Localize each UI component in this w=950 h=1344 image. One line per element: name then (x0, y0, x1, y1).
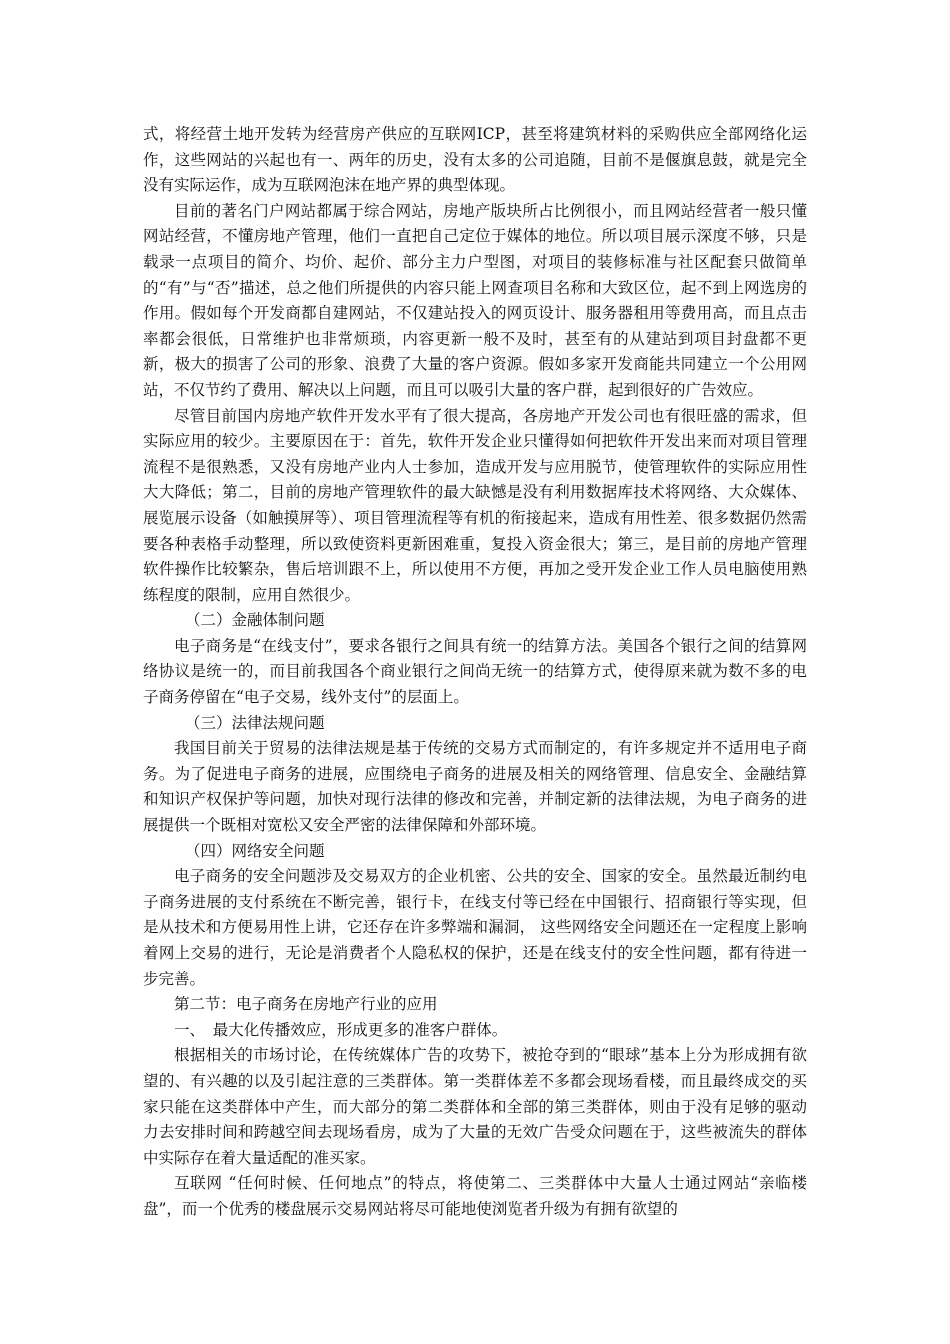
paragraph-market-discussion: 根据相关的市场讨论，在传统媒体广告的攻势下，被抢夺到的“眼球”基本上分为形成拥有欲望的、有兴趣的以及引起注意的三类群体。第一类群体差不多都会现场看楼，而且最终成交的买家只能在这类群体中产生，而大部分的第二类群体和全部的第三类群体，则由于没有足够的驱动力去安排时间和跨越空间去现场看房，成为了大量的无效广告受众问题在于，这些被流失的群体中实际存在着大量适配的准买家。 (143, 1046, 807, 1167)
paragraph-software-development: 尽管目前国内房地产软件开发水平有了很大提高，各房地产开发公司也有很旺盛的需求，但实际应用的较少。主要原因在于：首先，软件开发企业只懂得如何把软件开发出来而对项目管理流程不是很熟悉，又没有房地产业内人士参加，造成开发与应用脱节，使管理软件的实际应用性大大降低；第二，目前的房地产管理软件的最大缺憾是没有利用数据库技术将网络、大众媒体、展览展示设备（如触摸屏等）、项目管理流程等有机的衔接起来，造成有用性差、很多数据仍然需要各种表格手动整理，所以致使资料更新困难重，复投入资金很大；第三，是目前的房地产管理软件操作比较繁杂，售后培训跟不上，所以使用不方便，再加之受开发企业工作人员电脑使用熟练程度的限制，应用自然很少。 (143, 406, 807, 604)
paragraph-portal-websites: 目前的著名门户网站都属于综合网站，房地产版块所占比例很小，而且网站经营者一般只懂网站经营，不懂房地产管理，他们一直把自己定位于媒体的地位。所以项目展示深度不够，只是载录一点项目的简介、均价、起价、部分主力户型图，对项目的装修标准与社区配套只做简单的“有”与“否”描述，总之他们所提供的内容只能上网查项目名称和大致区位，起不到上网选房的作用。假如每个开发商都自建网站，不仅建站投入的网页设计、服务器租用等费用高，而且点击率都会很低，日常维护也非常烦琐，内容更新一般不及时，甚至有的从建站到项目封盘都不更新，极大的损害了公司的形象、浪费了大量的客户资源。假如多家开发商能共同建立一个公用网站，不仅节约了费用、解决以上问题，而且可以吸引大量的客户群，起到很好的广告效应。 (143, 201, 807, 399)
paragraph-security-issues: 电子商务的安全问题涉及交易双方的企业机密、公共的安全、国家的安全。虽然最近制约电子商务进展的支付系统在不断完善，银行卡，在线支付等已经在中国银行、招商银行等实现，但是从技术和方便易用性上讲，它还存在许多弊端和漏洞， 这些网络安全问题还在一定程度上影响着网上交易的进行，无论是消费者个人隐私权的保护，还是在线支付的安全性问题，都有待进一步完善。 (143, 867, 807, 988)
subheading-finance: （二）金融体制问题 (185, 611, 325, 630)
paragraph-online-payment: 电子商务是“在线支付”，要求各银行之间具有统一的结算方法。美国各个银行之间的结算网络协议是统一的，而目前我国各个商业银行之间尚无统一的结算方式，使得原来就为数不多的电子商务停留在“电子交易，线外支付”的层面上。 (143, 636, 807, 707)
paragraph-internet-anytime: 互联网 “任何时候、任何地点”的特点，将使第二、三类群体中大量人士通过网站“亲临楼盘”，而一个优秀的楼盘展示交易网站将尽可能地使浏览者升级为有拥有欲望的 (143, 1174, 807, 1218)
paragraph-legal-framework: 我国目前关于贸易的法律法规是基于传统的交易方式而制定的，有许多规定并不适用电子商务。为了促进电子商务的进展，应围绕电子商务的进展及相关的网络管理、信息安全、金融结算和知识产权保护等问题，加快对现行法律的修改和完善，并制定新的法律法规，为电子商务的进展提供一个既相对宽松又安全严密的法律保障和外部环境。 (143, 739, 807, 835)
subheading-network-security: （四）网络安全问题 (185, 841, 325, 860)
subheading-law: （三）法律法规问题 (185, 713, 325, 732)
section-heading-application: 第二节：电子商务在房地产行业的应用 (174, 995, 438, 1014)
document-body (143, 122, 807, 1223)
list-item-maximize-effect: 一、 最大化传播效应，形成更多的准客户群体。 (174, 1020, 508, 1039)
paragraph-intro-continuation: 式，将经营土地开发转为经营房产供应的互联网ICP，甚至将建筑材料的采购供应全部网络化运作，这些网站的兴起也有一、两年的历史，没有太多的公司追随，目前不是偃旗息鼓，就是完全没有实际运作，成为互联网泡沫在地产界的典型体现。 (143, 125, 807, 195)
